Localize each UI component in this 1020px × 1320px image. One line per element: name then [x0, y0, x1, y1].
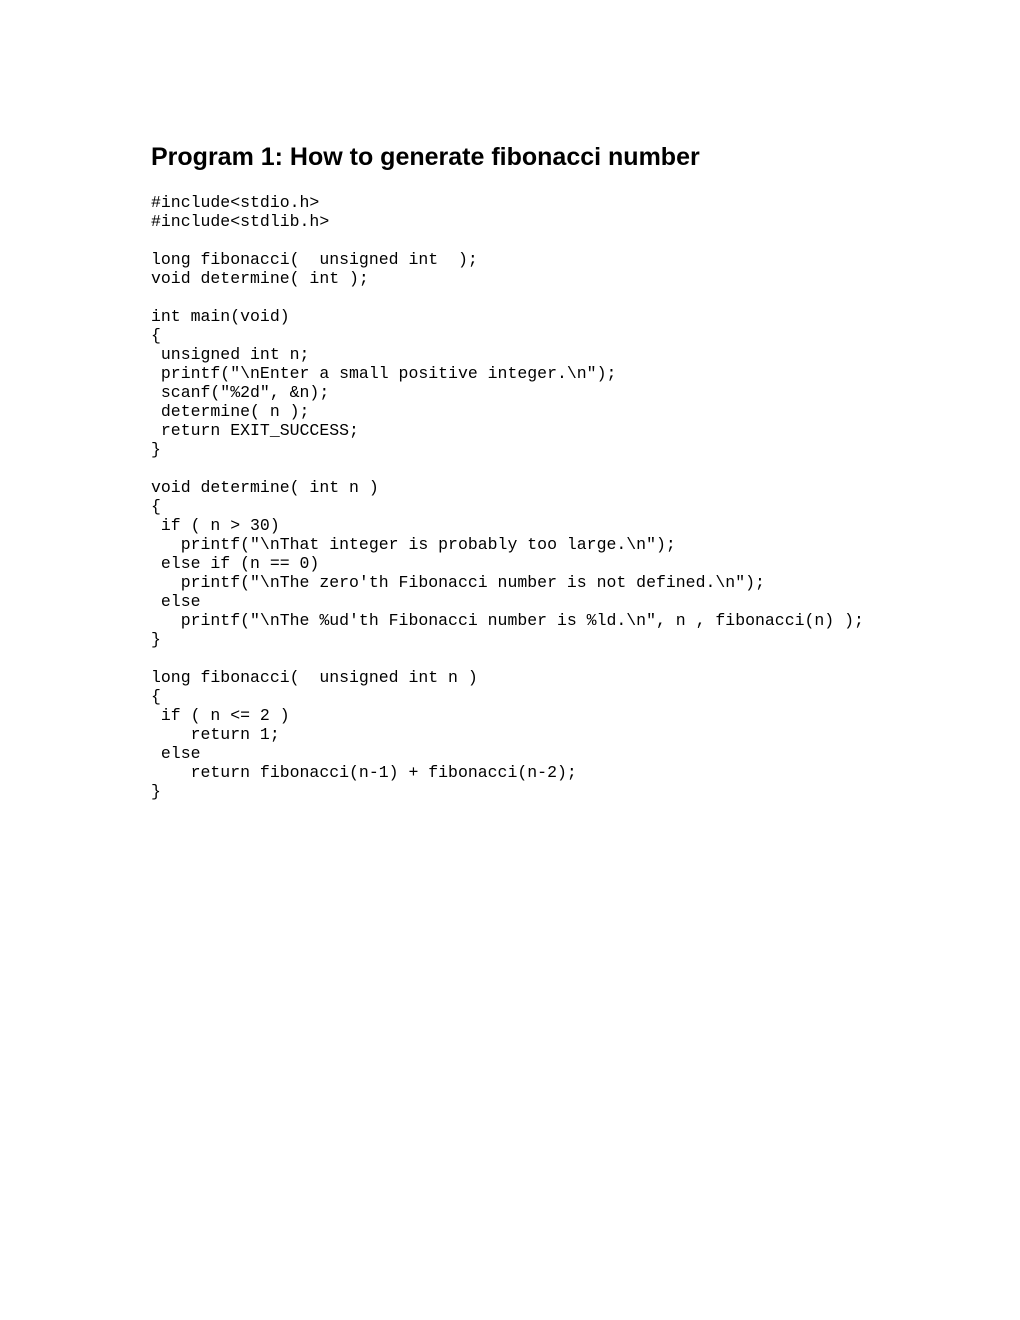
code-listing: #include<stdio.h> #include<stdlib.h> long fibonacci( unsigned int ); void determine( int ); int main(void) { unsigned int n; printf("\nEnter a small positive integer.\n"); scanf("%2d", &n); determine( n ); return EXIT_SUCCESS; } void determine( int n ) { if ( n > 30) printf("\nThat integer is probably too large.\n"); else if (n == 0) printf("\nThe zero'th Fibonacci number is not defined.\n"); else printf("\nThe %ud'th Fibonacci number is %ld.\n", n , fibonacci(n) ); } long fibonacci( unsigned int n ) { if ( n <= 2 ) return 1; else return fibonacci(n-1) + fibonacci(n-2); }: [151, 193, 864, 801]
page-title: Program 1: How to generate fibonacci number: [151, 143, 700, 171]
